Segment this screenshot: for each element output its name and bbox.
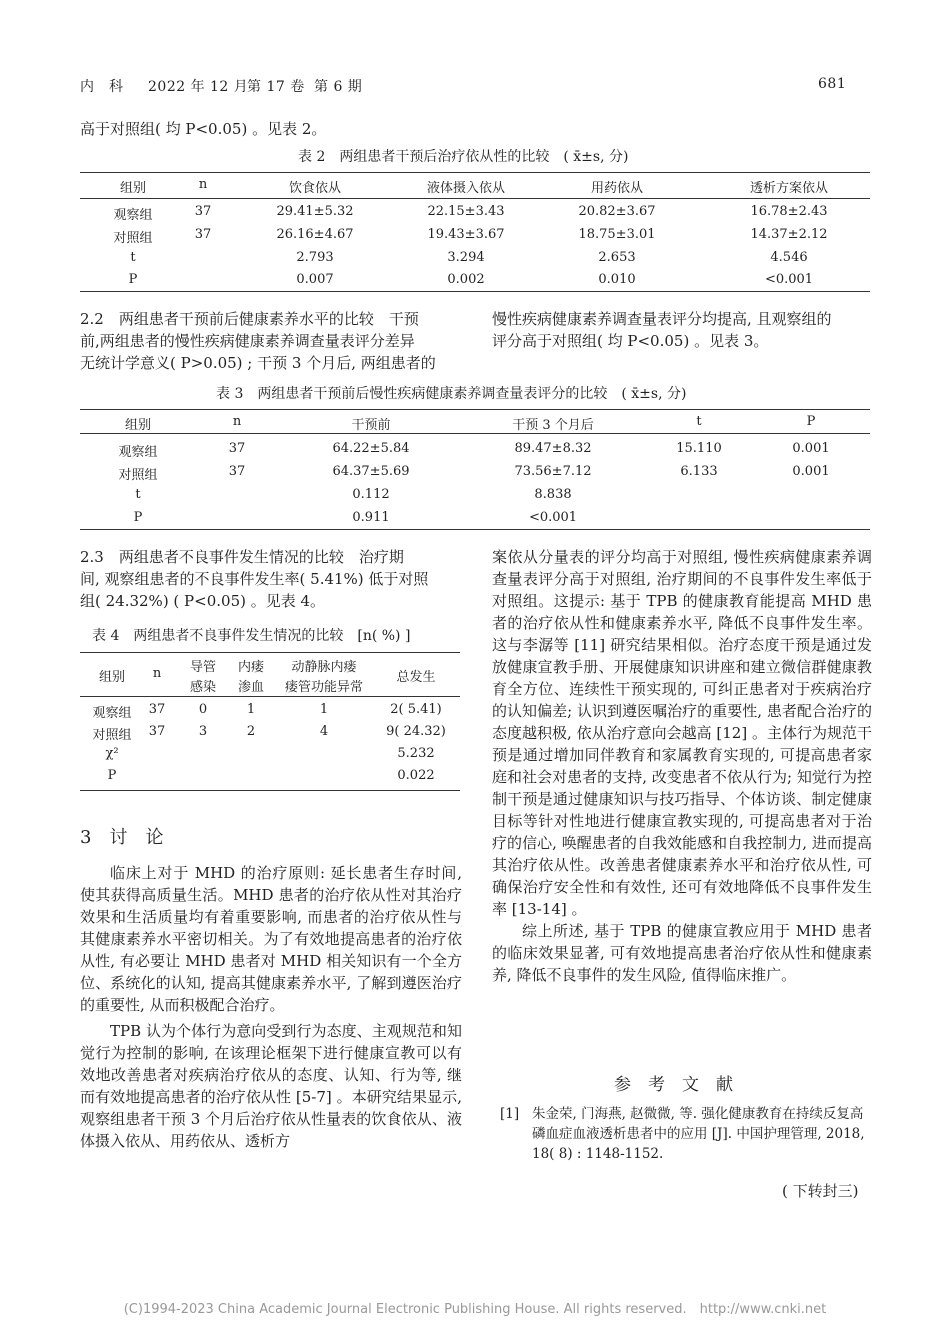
table-cell: 2.653 [598, 250, 636, 265]
sec23-line: 2.3 两组患者不良事件发生情况的比较 治疗期 [80, 548, 404, 566]
table2-bottom-rule [80, 291, 870, 292]
sec22-line: 无统计学意义( P>0.05) ; 干预 3 个月后, 两组患者的 [80, 354, 436, 372]
sec22-line: 2.2 两组患者干预前后健康素养水平的比较 干预 [80, 310, 419, 328]
table-cell: 观察组 [118, 445, 158, 460]
table-cell: 4 [319, 724, 329, 739]
table-cell: P [128, 272, 138, 287]
table-cell: 73.56±7.12 [514, 464, 592, 479]
sec23-line: 组( 24.32%) ( P<0.05) 。见表 4。 [80, 592, 326, 610]
table-cell: 渗血 [237, 680, 265, 695]
table-cell: 总发生 [396, 670, 436, 685]
table-cell: 37 [148, 724, 166, 739]
table-cell: 18.75±3.01 [578, 227, 656, 242]
table-cell: 19.43±3.67 [427, 227, 505, 242]
table4-header-rule [80, 696, 460, 697]
table-cell: 3.294 [447, 250, 485, 265]
table-cell: 20.82±3.67 [578, 204, 656, 219]
sec23 [80, 546, 460, 612]
table-cell: 观察组 [92, 706, 132, 721]
table-cell: P [806, 414, 816, 429]
table-cell: <0.001 [528, 510, 578, 525]
table-cell: 6.133 [680, 464, 718, 479]
table-cell: 22.15±3.43 [427, 204, 505, 219]
table-cell: 1 [246, 702, 256, 717]
table-cell: 对照组 [118, 468, 158, 483]
table-cell: 2( 5.41) [390, 702, 442, 717]
sec22-line: 前,两组患者的慢性疾病健康素养调查量表评分差异 [80, 332, 415, 350]
table-cell: χ² [105, 746, 119, 761]
table-cell: 2.793 [296, 250, 334, 265]
references-heading: 参 考 文 献 [614, 1075, 733, 1095]
table-cell: 观察组 [113, 208, 153, 223]
table-cell: 37 [194, 204, 212, 219]
table-cell: 用药依从 [590, 181, 644, 196]
table-cell: 37 [148, 702, 166, 717]
continued-note: ( 下转封三) [782, 1182, 859, 1200]
table-cell: 29.41±5.32 [276, 204, 354, 219]
table-cell: 液体摄入依从 [426, 181, 506, 196]
table-cell: 37 [228, 441, 246, 456]
table-cell: t [130, 250, 136, 265]
discussion-paragraph: 临床上对于 MHD 的治疗原则: 延长患者生存时间, 使其获得高质量生活。MHD 患者的治疗依从性对其治疗效果和生活质量均有着重要影响, 而患者的治疗依从性与其健康素养水平密切相关。为了有效地提高患者的治疗依从性, 有必要让 MHD 患者对 MHD 相关知识有一个全方位、系统化的认知, 提高其健康素养水平, 了解到遵医治疗的重要性, 从而积极配合治疗。 [80, 864, 462, 1014]
table-cell: 64.22±5.84 [332, 441, 410, 456]
table-cell: 0.010 [598, 272, 636, 287]
table-cell: n [198, 177, 208, 192]
table-cell: 0.007 [296, 272, 334, 287]
table-cell: 0.022 [397, 768, 435, 783]
table-cell: 导管 [189, 660, 217, 675]
table2-top-rule [80, 172, 870, 173]
table-cell: 透析方案依从 [749, 181, 829, 196]
table-cell: 37 [194, 227, 212, 242]
table-cell: 0.911 [352, 510, 390, 525]
discussion-paragraph: 综上所述, 基于 TPB 的健康宣教应用于 MHD 患者的临床效果显著, 可有效地提高患者治疗依从性和健康素养, 降低不良事件的发生风险, 值得临床推广。 [492, 922, 872, 984]
table2-header-rule [80, 198, 870, 199]
sec23-line: 间, 观察组患者的不良事件发生率( 5.41%) 低于对照 [80, 570, 429, 588]
issue: 第 6 期 [314, 79, 363, 95]
table3-top-rule [80, 409, 870, 410]
table-cell: 15.110 [676, 441, 722, 456]
table-cell: P [133, 510, 143, 525]
table-cell: 0.112 [352, 487, 390, 502]
table-cell: 干预前 [351, 418, 391, 433]
table-cell: 37 [228, 464, 246, 479]
table-cell: 0.002 [447, 272, 485, 287]
reference-number: [1] [500, 1106, 520, 1122]
discussion-left [80, 862, 462, 1152]
table-cell: 组别 [119, 181, 147, 196]
table-cell: 1 [319, 702, 329, 717]
discussion-heading: 3 讨 论 [80, 827, 164, 848]
table-cell: P [107, 768, 117, 783]
table-cell: 0.001 [792, 464, 830, 479]
table-cell: 内瘘 [237, 660, 265, 675]
table-cell: 组别 [98, 670, 126, 685]
sec22-left [80, 308, 460, 374]
table-cell: 饮食依从 [288, 181, 342, 196]
intro-line: 高于对照组( 均 P<0.05) 。见表 2。 [80, 120, 327, 138]
table2-caption: 表 2 两组患者干预后治疗依从性的比较 ( x̄±s, 分) [298, 149, 629, 165]
table-cell: 2 [246, 724, 256, 739]
issue-date: 2022 年 12 月 [148, 79, 249, 95]
table-cell: 感染 [189, 680, 217, 695]
table4-top-rule [80, 652, 460, 653]
table4-caption: 表 4 两组患者不良事件发生情况的比较 [n( %) ] [92, 628, 411, 644]
table-cell: n [152, 666, 162, 681]
table-cell: 瘘管功能异常 [284, 680, 364, 695]
table-cell: 干预 3 个月后 [512, 418, 594, 433]
table-cell: 动静脉内瘘 [291, 660, 357, 675]
table4-bottom-rule [80, 790, 460, 791]
table-cell: 组别 [124, 418, 152, 433]
volume: 第 17 卷 [247, 79, 305, 95]
table-cell: 64.37±5.69 [332, 464, 410, 479]
discussion-paragraph: 案依从分量表的评分均高于对照组, 慢性疾病健康素养调查量表评分高于对照组, 治疗期间的不良事件发生率低于对照组。这提示: 基于 TPB 的健康教育能提高 MHD 患者的治疗依从性和健康素养水平, 降低不良事件发生率。这与李潺等 [11] 研究结果相似。治疗态度干预是通过发放健康宣教手册、开展健康知识讲座和建立微信群健康教育全方位、连续性干预实现的, 可纠正患者对于疾病治疗的认知偏差; 认识到遵医嘱治疗的重要性, 患者配合治疗的态度越积极, 依从治疗意向会越高 [12] 。主体行为规范干预是通过增加同伴教育和家属教育实现的, 可提高患者家庭和社会对患者的支持, 改变患者不依从行为; 知觉行为控制干预是通过健康知识与技巧指导、个体访谈、制定健康目标等针对性地进行健康宣教实现的, 可提高患者对于治疗的信心, 唤醒患者的自我效能感和自我控制力, 进而提高其治疗依从性。改善患者健康素养水平和治疗依从性, 可确保治疗安全性和有效性, 还可有效地降低不良事件发生率 [13-14] 。 [492, 548, 872, 918]
table-cell: 0 [198, 702, 208, 717]
discussion-paragraph: TPB 认为个体行为意向受到行为态度、主观规范和知觉行为控制的影响, 在该理论框架下进行健康宣教可以有效地改善患者对疾病治疗依从的态度、认知、行为等, 继而有效地提高患者的治疗依从性 [5-7] 。本研究结果显示, 观察组患者干预 3 个月后治疗依从性量表的饮食依从、液体摄入依从、用药依从、透析方 [80, 1022, 462, 1150]
sec22-line: 慢性疾病健康素养调查量表评分均提高, 且观察组的 [492, 310, 832, 328]
table-cell: 16.78±2.43 [750, 204, 828, 219]
table-cell: 89.47±8.32 [514, 441, 592, 456]
table3-header-rule [80, 433, 870, 434]
table-cell: 0.001 [792, 441, 830, 456]
journal-name: 内 科 [80, 79, 124, 95]
reference-text: 朱金荣, 门海燕, 赵微微, 等. 强化健康教育在持续反复高磷血症血液透析患者中的应用 [J]. 中国护理管理, 2018, 18( 8) : 1148-1152. [532, 1106, 865, 1162]
table3-bottom-rule [80, 529, 870, 530]
table-cell: 对照组 [92, 728, 132, 743]
table-cell: 4.546 [770, 250, 808, 265]
table-cell: t [135, 487, 141, 502]
page-number: 681 [818, 76, 847, 92]
table-cell: 5.232 [397, 746, 435, 761]
table-cell: 8.838 [534, 487, 572, 502]
sec22-right [492, 308, 872, 352]
table-cell: 26.16±4.67 [276, 227, 354, 242]
table3-caption: 表 3 两组患者干预前后慢性疾病健康素养调查量表评分的比较 ( x̄±s, 分) [216, 386, 687, 402]
table-cell: n [232, 414, 242, 429]
discussion-right [492, 546, 872, 986]
sec22-line: 评分高于对照组( 均 P<0.05) 。见表 3。 [492, 332, 769, 350]
table-cell: <0.001 [764, 272, 814, 287]
table-cell: 9( 24.32) [386, 724, 446, 739]
copyright-watermark: (C)1994-2023 China Academic Journal Electronic Publishing House. All rights reserved. http://www.cnki.net [123, 1302, 827, 1317]
table-cell: 14.37±2.12 [750, 227, 828, 242]
table-cell: t [696, 414, 702, 429]
table-cell: 对照组 [113, 231, 153, 246]
table-cell: 3 [198, 724, 208, 739]
